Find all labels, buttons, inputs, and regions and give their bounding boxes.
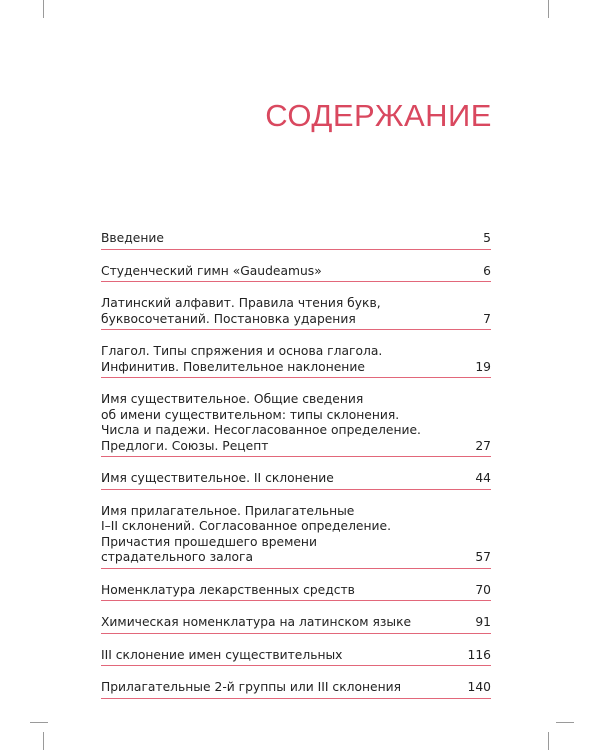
toc-entry-page: 6	[483, 263, 491, 278]
toc-entry-page: 57	[475, 550, 491, 564]
toc-entry[interactable]	[101, 614, 491, 634]
toc-entry[interactable]	[101, 679, 491, 699]
toc-entry-line: Причастия прошедшего времени	[101, 534, 317, 549]
toc-entry-title	[101, 583, 457, 599]
toc-entry[interactable]	[101, 391, 491, 457]
toc-entry-line: III склонение имен существительных	[101, 647, 343, 662]
toc-entry[interactable]	[101, 343, 491, 378]
crop-mark-right-bottom	[556, 722, 574, 723]
toc-entry-line: Числа и падежи. Несогласованное определение.	[101, 423, 421, 437]
toc-entry-line: Инфинитив. Повелительное наклонение	[101, 359, 365, 374]
toc-entry-line: Предлоги. Союзы. Рецепт	[101, 438, 269, 453]
toc-entry[interactable]	[101, 295, 491, 330]
crop-mark-left-bottom	[30, 722, 48, 723]
toc-entry[interactable]	[101, 647, 491, 667]
crop-mark-bottom-right	[548, 732, 549, 750]
toc-entry-page: 70	[475, 582, 491, 597]
toc-entry[interactable]	[101, 230, 491, 250]
toc-entry-page: 5	[483, 231, 491, 245]
toc-entry-title	[101, 392, 457, 454]
toc-entry-title	[101, 615, 457, 631]
toc-entry-title	[101, 231, 457, 247]
toc-entry-line: Введение	[101, 231, 164, 245]
crop-mark-top-left	[43, 0, 44, 18]
toc-entry-title	[101, 648, 457, 664]
toc-entry-line: буквосочетаний. Постановка ударения	[101, 311, 356, 326]
toc-entry[interactable]	[101, 503, 491, 569]
page-title: СОДЕРЖАНИЕ	[265, 98, 492, 133]
toc-entry-line: Имя прилагательное. Прилагательные	[101, 503, 355, 518]
table-of-contents	[101, 230, 491, 712]
toc-entry-page: 91	[475, 615, 491, 629]
toc-entry-title	[101, 296, 457, 327]
toc-entry[interactable]	[101, 582, 491, 602]
toc-entry-line: Глагол. Типы спряжения и основа глагола.	[101, 344, 383, 358]
toc-entry-title	[101, 471, 457, 487]
crop-mark-bottom-left	[43, 732, 44, 750]
toc-entry-title	[101, 344, 457, 375]
toc-entry-line: Имя существительное. Общие сведения	[101, 392, 364, 406]
toc-entry-page: 7	[483, 311, 491, 326]
toc-entry[interactable]	[101, 263, 491, 283]
toc-entry-line: Химическая номенклатура на латинском языке	[101, 615, 412, 629]
toc-entry-page: 140	[467, 680, 491, 694]
toc-entry-line: страдательного залога	[101, 550, 254, 564]
toc-entry-page: 44	[475, 471, 491, 485]
crop-mark-top-right	[548, 0, 549, 18]
toc-entry[interactable]	[101, 470, 491, 490]
toc-entry-line: I–II склонений. Согласованное определение.	[101, 519, 391, 533]
toc-entry-page: 19	[475, 359, 491, 374]
toc-entry-line: Номенклатура лекарственных средств	[101, 582, 355, 597]
toc-entry-title	[101, 264, 457, 280]
toc-entry-title	[101, 504, 457, 566]
toc-entry-line: Прилагательные 2-й группы или III склонения	[101, 680, 402, 694]
toc-entry-line: об имени существительном: типы склонения.	[101, 407, 400, 422]
toc-entry-line: Имя существительное. II склонение	[101, 471, 334, 485]
toc-entry-line: Студенческий гимн «Gaudeamus»	[101, 263, 322, 278]
toc-entry-page: 116	[467, 647, 491, 662]
toc-entry-title	[101, 680, 457, 696]
toc-entry-line: Латинский алфавит. Правила чтения букв,	[101, 296, 381, 310]
toc-entry-page: 27	[475, 438, 491, 453]
